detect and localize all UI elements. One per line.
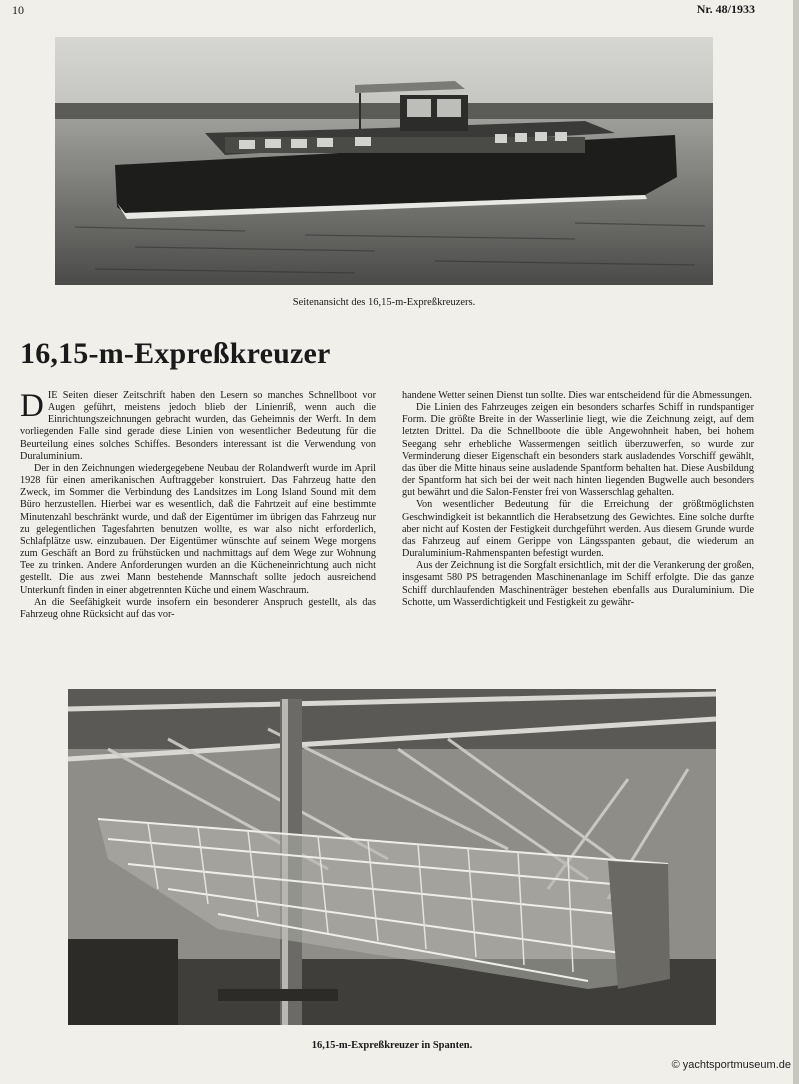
paragraph: An die Seefähigkeit wurde insofern ein besonderer Anspruch gestellt, als das Fahrzeug ohne Rücksicht auf das vor-	[20, 596, 376, 620]
article-column-left	[20, 390, 376, 621]
page-number: 10	[12, 3, 24, 17]
watermark: © yachtsportmuseum.de	[671, 1059, 791, 1071]
paragraph: Von wesentlicher Bedeutung für die Erreichung der größtmöglichsten Geschwindigkeit ist bekanntlich die Herabsetzung des Gewichtes. Eine solche durfte aber nicht auf Kosten der Festigkeit durchgeführt werden. Aus diesem Grunde wurde das Fahrzeug auf einem Gerippe von Längsspanten gebaut, die wiederum an Duraluminium-Rahmenspanten befestigt wurden.	[402, 499, 754, 560]
paragraph: Der in den Zeichnungen wiedergegebene Neubau der Rolandwerft wurde im April 1928 für einen amerikanischen Auftraggeber konstruiert. Das Fahrzeug hatte den Zweck, im Sommer die Verbindung des Landsitzes im Long Island Sound mit dem Büro herzustellen. Hierbei war es wesentlich, daß die Fahrtzeit auf eine bestimmte Minutenzahl beschränkt wurde, und daß der Eigentümer im übrigen das Fahrzeug nur zu gelegentlichen Tagesfahrten benutzen wollte, es war also nicht erforderlich, Schlafplätze usw. einzubauen. Der Eigentümer wünschte auf seinem Wege morgens zum Geschäft an Bord zu frühstücken und nachmittags auf dem Wege zur Wohnung Tee zu trinken. Andere Anforderungen wurden an die Kücheneinrichtung auch nicht gestellt. Die aus zwei Mann bestehende Mannschaft sollte jedoch ausreichend Unterkunft finden in einer abgetrennten Küche und einem Waschraum.	[20, 462, 376, 596]
issue-number: Nr. 48/1933	[696, 2, 755, 16]
page-edge	[793, 0, 799, 1084]
paragraph	[20, 390, 376, 463]
hull-frames-photo	[68, 689, 716, 1025]
top-photo-caption: Seitenansicht des 16,15-m-Expreßkreuzers.	[292, 297, 476, 308]
paragraph-text: IE Seiten dieser Zeitschrift haben den Lesern so manches Schnellboot vor Augen geführt, meistens jedoch blieb der Linienriß, wenn auch die Einrichtungszeichnungen gebracht wurden, das Geheimnis der Werft. In dem vorliegenden Falle sind gerade diese Linien von wesentlicher Bedeutung für die Beurteilung eines solches Schiffes. Besonders interessant ist die Verwendung von Duraluminium.	[20, 390, 376, 462]
drop-cap: D	[20, 388, 44, 424]
bottom-photo-caption: 16,15-m-Expreßkreuzer in Spanten.	[311, 1040, 473, 1051]
paragraph: Die Linien des Fahrzeuges zeigen ein besonders scharfes Schiff in rundspantiger Form. Die größte Breite in der Wasserlinie liegt, wie die Zeichnung zeigt, auf dem letzten Drittel. Da die Schnellboote die üble Angewohnheit haben, bei hohem Seegang sehr erhebliche Wassermengen seitlich überzuwerfen, so wurde zur Verminderung dieser Eigenschaft ein besonders stark ausladendes Vorschiff gewählt, das über die Mitte hinaus seine ausladende Spantform behalten hat. Diese Ausbildung der Spantform hat sich bei der weit nach hinten liegenden Bugwelle auch besonders gut bewährt und die Salon-Fenster frei von Wasserschlag gehalten.	[402, 402, 754, 499]
article-title: 16,15-m-Expreßkreuzer	[20, 337, 331, 370]
paragraph: Aus der Zeichnung ist die Sorgfalt ersichtlich, mit der die Verankerung der großen, insgesamt 580 PS betragenden Maschinenanlage im Schiff erfolgte. Die das ganze Schiff durchlaufenden Maschinenträger bestehen ebenfalls aus Duraluminium. Die Schotte, um Wasserdichtigkeit und Festigkeit zu gewähr-	[402, 560, 754, 608]
yacht-photo	[55, 37, 713, 285]
paragraph: handene Wetter seinen Dienst tun sollte. Dies war entscheidend für die Abmessungen.	[402, 390, 753, 401]
article-column-right	[402, 390, 754, 609]
